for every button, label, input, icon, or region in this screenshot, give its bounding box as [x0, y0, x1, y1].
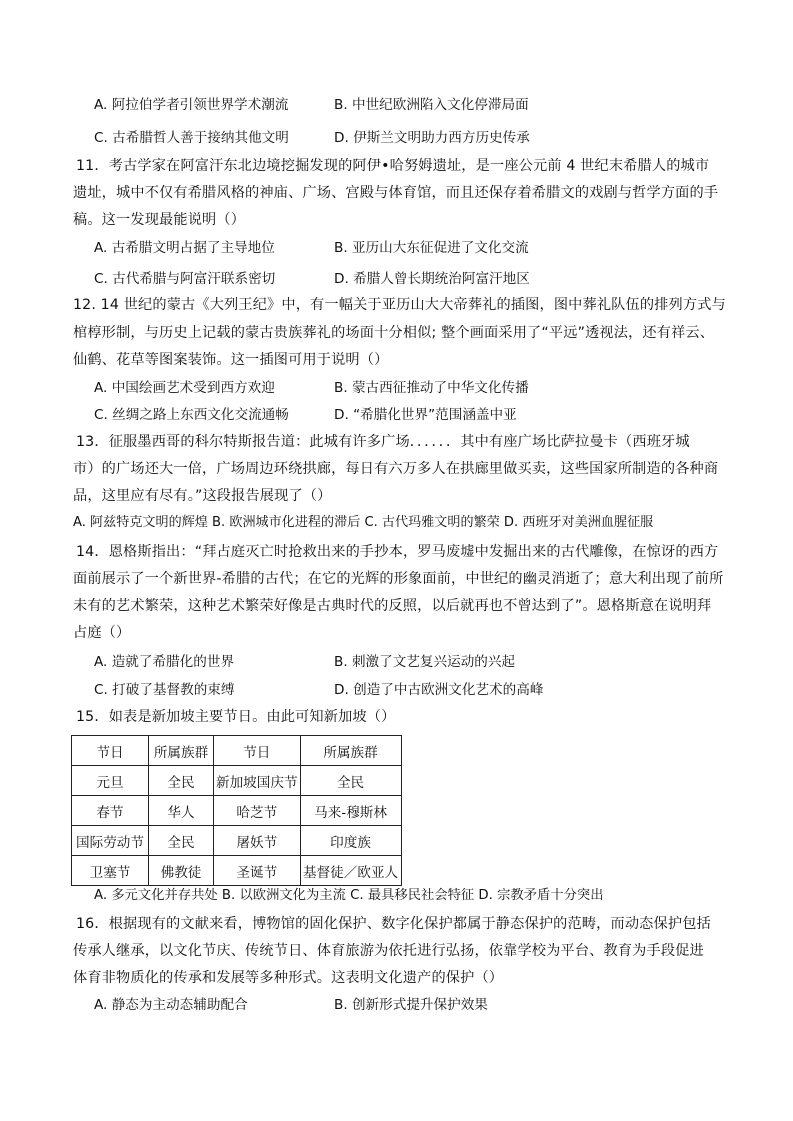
- table-cell: 春节: [72, 796, 149, 826]
- table-row: [72, 826, 402, 856]
- q14-option-a: A. 造就了希腊化的世界: [94, 654, 235, 670]
- table-cell: 全民: [149, 766, 214, 796]
- q11-stem-line-3: 稿。这一发现最能说明（）: [73, 212, 246, 228]
- q12-option-d: D. “希腊化世界”范围涵盖中亚: [334, 407, 517, 423]
- option-c: C. 古希腊哲人善于接纳其他文明: [94, 130, 289, 146]
- q11-option-b: B. 亚历山大东征促进了文化交流: [334, 240, 529, 256]
- option-b: B. 中世纪欧洲陷入文化停滞局面: [334, 97, 529, 113]
- q14-stem-line-2: 面前展示了一个新世界-希腊的古代；在它的光辉的形象面前，中世纪的幽灵消逝了；意大利出现了前所: [73, 571, 724, 587]
- q11-option-a: A. 古希腊文明占据了主导地位: [94, 240, 275, 256]
- table-cell: 圣诞节: [214, 856, 301, 886]
- q13-stem-line-1: 13．征服墨西哥的科尔特斯报告道：此城有许多广场．．．．．．其中有座广场比萨拉曼卡（西班牙城: [76, 434, 690, 450]
- table-header-row: [72, 736, 402, 766]
- q12-option-a: A. 中国绘画艺术受到西方欢迎: [94, 380, 275, 396]
- q12-option-b: B. 蒙古西征推动了中华文化传播: [334, 380, 529, 396]
- table-header-cell: 节日: [214, 736, 301, 766]
- q11-option-c: C. 古代希腊与阿富汗联系密切: [94, 271, 276, 287]
- table-cell: 马来-穆斯林: [300, 796, 401, 826]
- option-d: D. 伊斯兰文明助力西方历史传承: [334, 130, 530, 146]
- q14-option-c: C. 打破了基督教的束缚: [94, 682, 235, 698]
- table-cell: 佛教徒: [149, 856, 214, 886]
- table-cell: 哈芝节: [214, 796, 301, 826]
- q14-stem-line-1: 14．恩格斯指出：“拜占庭灭亡时抢救出来的手抄本，罗马废墟中发掘出来的古代雕像，在惊讶的西方: [76, 544, 719, 560]
- q12-stem-line-2: 棺椁形制，与历史上记载的蒙古贵族葬礼的场面十分相似; 整个画面采用了“平远”透视法，还有祥云、: [73, 325, 715, 341]
- table-cell: 全民: [300, 766, 401, 796]
- table-row: [72, 796, 402, 826]
- q15-stem: 15．如表是新加坡主要节日。由此可知新加坡（）: [76, 709, 396, 725]
- q14-option-b: B. 刺激了文艺复兴运动的兴起: [334, 654, 516, 670]
- table-cell: 国际劳动节: [72, 826, 149, 856]
- q12-option-c: C. 丝绸之路上东西文化交流通畅: [94, 407, 289, 423]
- table-cell: 印度族: [300, 826, 401, 856]
- table-header-cell: 所属族群: [300, 736, 401, 766]
- q13-stem-line-2: 市）的广场还大一倍，广场周边环绕拱廊，每日有六万多人在拱廊里做买卖，这些国家所制造的各种商: [73, 461, 719, 477]
- q14-option-d: D. 创造了中古欧洲文化艺术的高峰: [334, 682, 544, 698]
- q15-options: A. 多元文化并存共处 B. 以欧洲文化为主流 C. 最具移民社会特征 D. 宗教矛盾十分突出: [94, 888, 604, 903]
- q11-stem-line-1: 11．考古学家在阿富汗东北边境挖掘发现的阿伊•哈努姆遗址，是一座公元前 4 世纪末希腊人的城市: [76, 158, 710, 174]
- q12-stem-line-3: 仙鹤、花草等图案装饰。这一插图可用于说明（）: [73, 352, 389, 368]
- q16-stem-line-2: 传承人继承，以文化节庆、传统节日、体育旅游为依托进行弘扬，依靠学校为平台、教育为手段促进: [73, 943, 704, 959]
- table-header-cell: 所属族群: [149, 736, 214, 766]
- q16-option-b: B. 创新形式提升保护效果: [334, 997, 488, 1013]
- q12-stem-line-1: 12. 14 世纪的蒙古《大列王纪》中，有一幅关于亚历山大大帝葬礼的插图，图中葬礼队伍的排列方式与: [73, 297, 726, 313]
- q13-stem-line-3: 品，这里应有尽有。”这段报告展现了（）: [73, 488, 332, 504]
- table-cell: 华人: [149, 796, 214, 826]
- q14-stem-line-4: 占庭（）: [73, 625, 131, 641]
- q16-stem-line-1: 16．根据现有的文献来看，博物馆的固化保护、数字化保护都属于静态保护的范畴，而动态保护包括: [76, 916, 711, 932]
- q11-option-d: D. 希腊人曾长期统治阿富汗地区: [334, 271, 530, 287]
- q16-option-a: A. 静态为主动态辅助配合: [94, 997, 248, 1013]
- table-cell: 元旦: [72, 766, 149, 796]
- table-row: [72, 766, 402, 796]
- option-a: A. 阿拉伯学者引领世界学术潮流: [94, 97, 289, 113]
- q13-options: A. 阿兹特克文明的辉煌 B. 欧洲城市化进程的滞后 C. 古代玛雅文明的繁荣 D. 西班牙对美洲血腥征服: [73, 515, 654, 530]
- table-header-cell: 节日: [72, 736, 149, 766]
- q14-stem-line-3: 未有的艺术繁荣，这种艺术繁荣好像是古典时代的反照，以后就再也不曾达到了”。恩格斯意在说明拜: [73, 598, 712, 614]
- table-cell: 全民: [149, 826, 214, 856]
- table-cell: 卫塞节: [72, 856, 149, 886]
- table-cell: 基督徒／欧亚人: [300, 856, 401, 886]
- q11-stem-line-2: 遗址，城中不仅有希腊风格的神庙、广场、宫殿与体育馆，而且还保存着希腊文的戏剧与哲学方面的手: [73, 185, 719, 201]
- table-cell: 屠妖节: [214, 826, 301, 856]
- singapore-holiday-table: [71, 735, 402, 886]
- q16-stem-line-3: 体育非物质化的传承和发展等多种形式。这表明文化遗产的保护（）: [73, 970, 504, 986]
- table-cell: 新加坡国庆节: [214, 766, 301, 796]
- table-row: [72, 856, 402, 886]
